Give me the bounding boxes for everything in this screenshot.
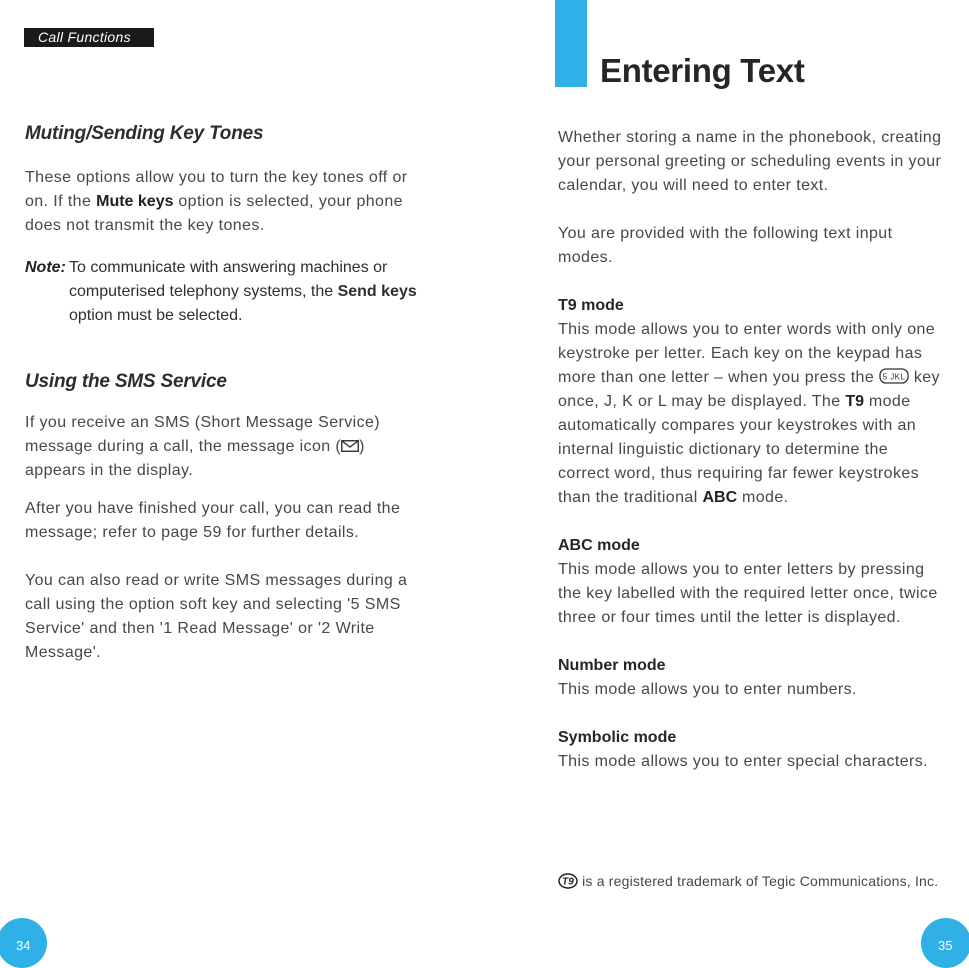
note [25, 256, 420, 328]
page-title: Entering Text [600, 52, 805, 89]
section-tag: Call Functions [24, 28, 154, 47]
note-body: To communicate with answering machines or computerised telephony systems, the Send keys option must be selected. [69, 259, 417, 324]
sms-section [25, 371, 420, 665]
page-number-left: 34 [0, 918, 47, 968]
number-mode-text: This mode allows you to enter numbers. [558, 681, 857, 698]
abc-mode-heading: ABC mode [558, 537, 640, 554]
intro-paragraph-2: You are provided with the following text input modes. [558, 225, 893, 266]
keypad-5-key-icon [879, 368, 909, 384]
sms-paragraph-1: If you receive an SMS (Short Message Service) message during a call, the message icon ( ) appears in the display. [25, 414, 381, 479]
trademark-footnote [558, 873, 938, 889]
t9-mode-section [558, 294, 944, 510]
svg-text:T9: T9 [561, 876, 575, 888]
t9-logo-icon [558, 873, 578, 889]
footnote-text: is a registered trademark of Tegic Communications, Inc. [582, 873, 939, 889]
abc-mode-section [558, 534, 944, 630]
t9-mode-heading: T9 mode [558, 297, 624, 314]
sms-paragraph-3: You can also read or write SMS messages during a call using the option soft key and selecting '5 SMS Service' and then '1 Read Message' or '2 Write Message'. [25, 572, 408, 661]
symbolic-mode-section [558, 726, 944, 774]
svg-text:5 JKL: 5 JKL [882, 372, 906, 382]
note-label: Note: [25, 259, 66, 276]
symbolic-mode-text: This mode allows you to enter special characters. [558, 753, 928, 770]
abc-mode-text: This mode allows you to enter letters by pressing the key labelled with the required letter once, twice three or four times until the letter is displayed. [558, 561, 938, 626]
envelope-icon [341, 440, 359, 452]
sms-paragraph-2: After you have finished your call, you can read the message; refer to page 59 for further details. [25, 500, 401, 541]
muting-paragraph: These options allow you to turn the key tones off or on. If the Mute keys option is selected, your phone does not transmit the key tones. [25, 169, 408, 234]
intro-paragraph-1: Whether storing a name in the phonebook, creating your personal greeting or scheduling events in your calendar, you will need to enter text. [558, 129, 942, 194]
number-mode-heading: Number mode [558, 657, 666, 674]
entering-text-body [558, 126, 944, 774]
title-accent-bar [555, 0, 587, 87]
number-mode-section [558, 654, 944, 702]
muting-heading: Muting/Sending Key Tones [25, 123, 264, 144]
sms-heading: Using the SMS Service [25, 371, 227, 392]
symbolic-mode-heading: Symbolic mode [558, 729, 677, 746]
muting-section [25, 123, 420, 328]
page-number-right: 35 [921, 918, 969, 968]
t9-mode-text: This mode allows you to enter words with only one keystroke per letter. Each key on the keypad has more than one letter – when you press the 5 JKL key once, J, K or L may be displayed. The T9 mode automatically compares your keystrokes with an internal linguistic dictionary to determine the correct word, thus requiring far fewer keystrokes than the traditional ABC mode. [558, 321, 940, 506]
